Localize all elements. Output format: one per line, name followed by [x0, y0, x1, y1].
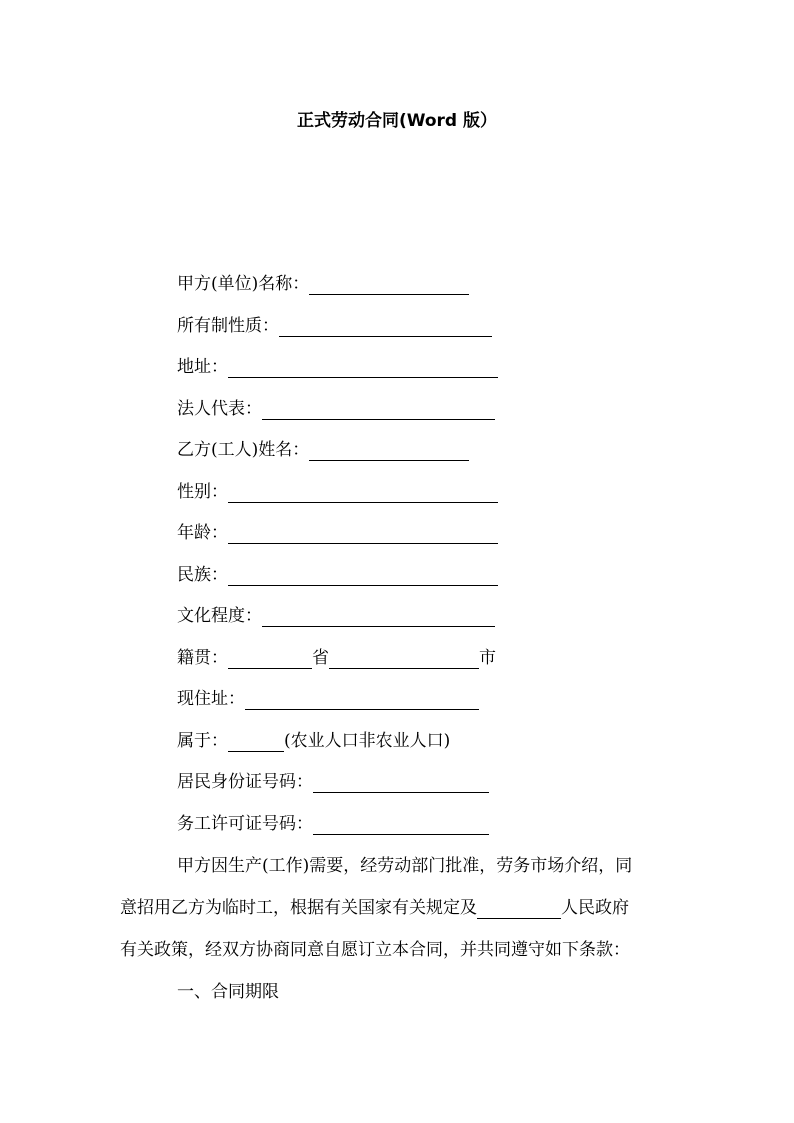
blank-line[interactable] — [279, 318, 492, 337]
blank-line[interactable] — [329, 650, 479, 669]
blank-line[interactable] — [228, 359, 498, 378]
province-label: 省 — [312, 648, 329, 668]
field-label: 所有制性质： — [177, 316, 279, 336]
paragraph-line-2 — [120, 897, 680, 919]
blank-line[interactable] — [262, 401, 495, 420]
field-work-permit — [177, 813, 489, 835]
field-gender — [177, 481, 498, 503]
paragraph-line-1: 甲方因生产(工作)需要，经劳动部门批准，劳务市场介绍，同 — [177, 856, 633, 876]
paragraph-line-3: 有关政策，经双方协商同意自愿订立本合同，并共同遵守如下条款： — [120, 940, 630, 960]
field-ethnicity — [177, 564, 498, 586]
field-label: 地址： — [177, 357, 228, 377]
field-label: 现住址： — [177, 689, 245, 709]
field-label: 文化程度： — [177, 606, 262, 626]
field-address — [177, 356, 498, 378]
field-label: 属于： — [177, 731, 228, 751]
blank-line[interactable] — [313, 816, 489, 835]
blank-line[interactable] — [228, 525, 498, 544]
field-native-place — [177, 647, 496, 669]
blank-line[interactable] — [228, 484, 498, 503]
paragraph-line-2a: 意招用乙方为临时工，根据有关国家有关规定及 — [120, 898, 477, 918]
blank-line[interactable] — [313, 774, 489, 793]
field-education — [177, 605, 495, 627]
field-age — [177, 522, 498, 544]
field-label: 年龄： — [177, 523, 228, 543]
field-label: 籍贯： — [177, 648, 228, 668]
blank-line[interactable] — [262, 608, 495, 627]
field-legal-rep — [177, 398, 495, 420]
city-label: 市 — [479, 648, 496, 668]
field-ownership — [177, 315, 492, 337]
blank-line[interactable] — [228, 650, 312, 669]
field-label: 民族： — [177, 565, 228, 585]
field-id-number — [177, 771, 489, 793]
field-party-a-name — [177, 273, 469, 295]
blank-line[interactable] — [309, 442, 469, 461]
blank-line[interactable] — [245, 691, 479, 710]
blank-line[interactable] — [477, 900, 561, 919]
section-heading-1: 一、合同期限 — [177, 982, 279, 1002]
field-belongs — [177, 730, 450, 752]
blank-line[interactable] — [309, 276, 469, 295]
document-title: 正式劳动合同(Word 版） — [296, 111, 498, 131]
field-current-address — [177, 688, 479, 710]
field-label: 务工许可证号码： — [177, 814, 313, 834]
field-label: 乙方(工人)姓名： — [177, 440, 310, 460]
blank-line[interactable] — [228, 733, 284, 752]
belongs-options: (农业人口非农业人口) — [284, 731, 451, 751]
field-label: 甲方(单位)名称： — [177, 274, 310, 294]
field-party-b-name — [177, 439, 469, 461]
field-label: 性别： — [177, 482, 228, 502]
field-label: 法人代表： — [177, 399, 262, 419]
blank-line[interactable] — [228, 567, 498, 586]
field-label: 居民身份证号码： — [177, 772, 313, 792]
paragraph-line-2b: 人民政府 — [561, 898, 629, 918]
